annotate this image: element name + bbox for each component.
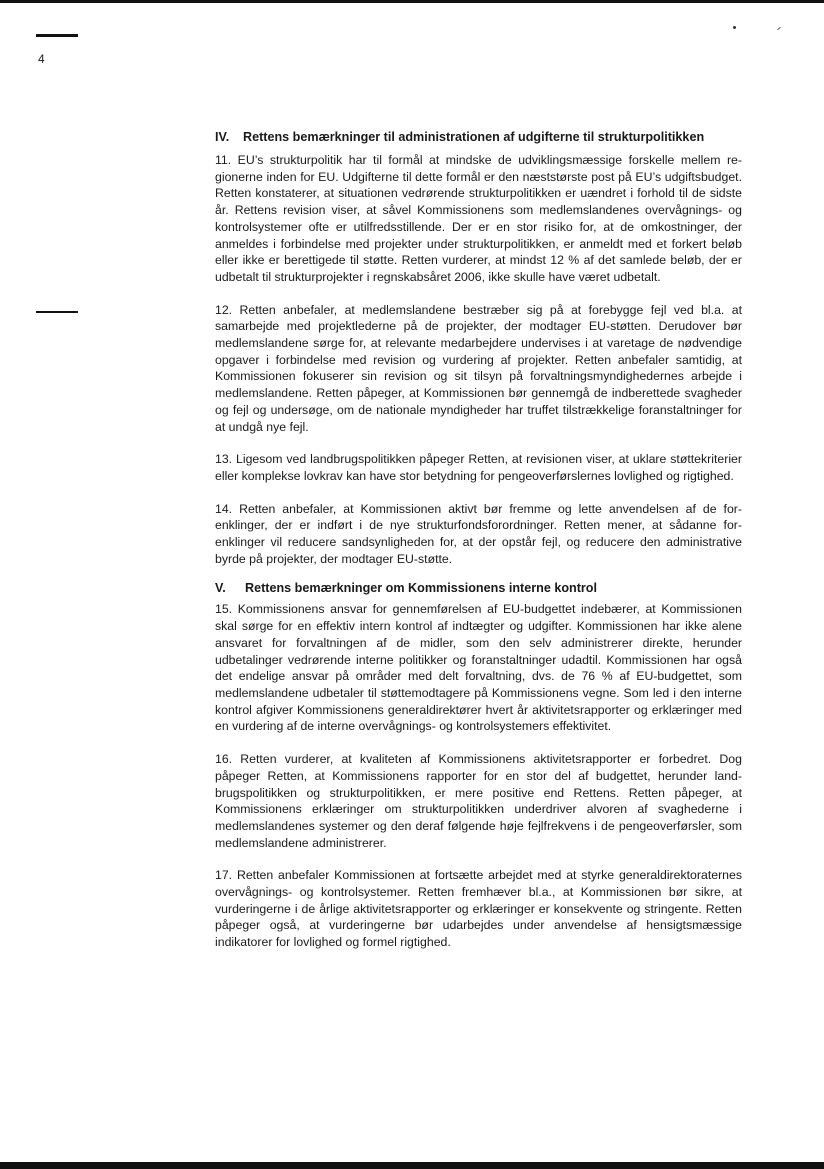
- scan-speck: [733, 26, 736, 29]
- section-number: V.: [215, 581, 226, 596]
- section-heading-v: [215, 579, 742, 597]
- paragraph-16: 16. Retten vurderer, at kvaliteten af Kommissionens aktivitetsrapporter er forbedret. Dog påpeger Retten, at Kommissionens rapporter for en stor del af budgettet, herunder landbrugspolitikken og strukturpolitikken, er mere positive end Rettens. Retten påpeger, at Kommissionens erklæringer om strukturpolitikken underdriver alvoren af svaghederne i medlemslandenes systemer og den deraf følgende høje fejlfrekvens i de pengeoverførsler, som medlemslandene administrerer.: [215, 752, 742, 850]
- paragraph-15: 15. Kommissionens ansvar for gennemførelsen af EU-budgettet indebærer, at Kommissionen skal sørge for en effektiv intern kontrol af indtægter og udgifter. Kommissionen har ikke alene ansvaret for forvaltningen af de midler, som den selv administrerer direkte, herunder udbetalinger vedrørende interne politikker og foranstaltninger udadtil. Kommissionen har også det endelige ansvar på områder med delt forvaltning, dvs. de 76 % af EU-budgettet, som medlemslandene udbetaler til støttemodtagere på Kommissionens vegne. Som led i den interne kontrol afgiver Kommissionens generaldirektører hvert år aktivitetsrapporter og erklæringer med en vurdering af de interne overvågnings- og kontrolsystemers effektivitet.: [215, 602, 742, 734]
- section-heading-iv: [215, 128, 742, 146]
- paragraph-11: 11. EU’s strukturpolitik har til formål at mindske de udviklingsmæssige forskelle mellem regionerne inden for EU. Udgifterne til dette formål er den næststørste post på EU’s udgiftsbudget. Retten konstaterer, at situationen vedrørende strukturpolitikken er uændret i forhold til de sidste år. Rettens revision viser, at såvel Kommissionens som medlemslandenes overvågnings- og kontrolsystemer ofte er utilfredsstillende. Der er en stor risiko for, at de omkostninger, der anmeldes i forbindelse med projekter under strukturpolitikken, er anmeldt med et forkert beløb eller ikke er berettigede til støtte. Retten vurderer, at mindst 12 % af det samlede beløb, der er udbetalt til strukturprojekter i regnskabsåret 2006, ikke skulle have været udbetalt.: [215, 153, 742, 284]
- margin-mark-top: [36, 34, 78, 37]
- section-title: Rettens bemærkninger om Kommissionens interne kontrol: [245, 581, 597, 596]
- scan-speck: [777, 27, 781, 30]
- page-number: 4: [38, 52, 45, 66]
- section-number: IV.: [215, 130, 230, 144]
- paragraph-14: 14. Retten anbefaler, at Kommissionen aktivt bør fremme og lette anvendelsen af de forenklinger, der er indført i de nye strukturfondsforordninger. Retten mener, at sådanne forenklinger vil reducere sandsynligheden for, at der opstår fejl, og reducere den administrative byrde på projekter, der modtager EU-støtte.: [215, 501, 742, 566]
- scan-edge-top: [0, 0, 824, 3]
- margin-mark-middle: [36, 311, 78, 313]
- paragraph-17: 17. Retten anbefaler Kommissionen at fortsætte arbejdet med at styrke generaldirektoraternes overvågnings- og kontrolsystemer. Retten fremhæver bl.a., at Kommissionen bør sikre, at vurderingerne i de årlige aktivitetsrapporter og erklæringer er konsekvente og stringente. Retten påpeger også, at vurderingerne bør udarbejdes under anvendelse af hensigtsmæssige indikatorer for lovlighed og formel rigtighed.: [215, 868, 742, 950]
- scan-edge-bottom: [0, 1162, 824, 1169]
- document-body: [215, 128, 742, 951]
- paragraph-13: 13. Ligesom ved landbrugspolitikken påpeger Retten, at revisionen viser, at uklare støttekriterier eller komplekse lovkrav kan have stor betydning for pengeoverførslernes lovlighed og rigtighed.: [215, 452, 742, 483]
- paragraph-12: 12. Retten anbefaler, at medlemslandene bestræber sig på at forebygge fejl ved bl.a. at samarbejde med projektlederne på de projekter, der modtager EU-støtten. Derudover bør medlemslandene sørge for, at relevante medarbejdere undervises i at varetage de nødvendige opgaver i forbindelse med revision og vurdering af projekter. Retten anbefaler samtidig, at Kommissionen fokuserer sin revision og sit tilsyn på forvaltningsmyndighedernes arbejde i medlemslandene. Retten påpeger, at Kommissionen bør gennemgå de indberettede svagheder og fejl og undersøge, om de nationale myndigheder har truffet tilstrækkelige foranstaltninger for at undgå nye fejl.: [215, 302, 742, 434]
- section-title: Rettens bemærkninger til administrationen af udgifterne til strukturpolitikken: [243, 130, 705, 144]
